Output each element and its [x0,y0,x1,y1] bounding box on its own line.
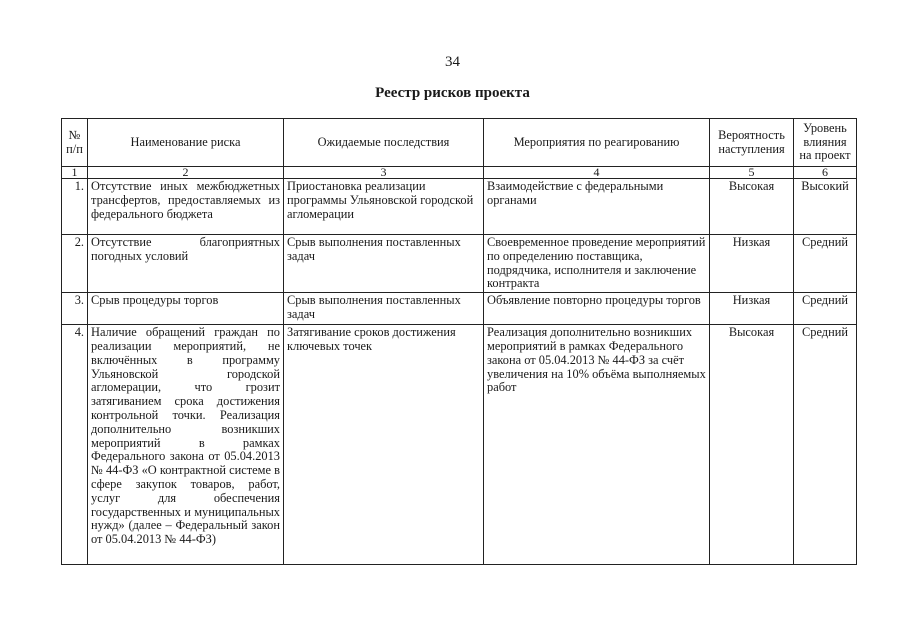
measures-cell: Объявление повторно процедуры торгов [484,293,710,325]
column-number: 4 [484,167,710,179]
table-row [62,293,857,325]
table-row [62,235,857,293]
probability-cell: Низкая [710,235,794,293]
consequences-cell: Затягивание сроков достижения ключевых точек [284,325,484,565]
column-number: 3 [284,167,484,179]
impact-cell: Средний [794,325,857,565]
row-number: 2. [62,235,88,293]
header-impact: Уровень влияния на проект [794,119,857,167]
consequences-cell: Приостановка реализации программы Ульяновской городской агломерации [284,179,484,235]
impact-cell: Средний [794,293,857,325]
risk-name-cell: Срыв процедуры торгов [88,293,284,325]
header-probability: Вероятность наступления [710,119,794,167]
table-header-row [62,119,857,167]
column-number-row [62,167,857,179]
consequences-cell: Срыв выполнения поставленных задач [284,293,484,325]
measures-cell: Реализация дополнительно возникших мероприятий в рамках Федерального закона от 05.04.2013 № 44-ФЗ за счёт увеличения на 10% объёма выполняемых работ [484,325,710,565]
column-number: 2 [88,167,284,179]
impact-cell: Высокий [794,179,857,235]
document-title: Реестр рисков проекта [375,85,530,101]
table-row [62,179,857,235]
probability-cell: Высокая [710,325,794,565]
table-row [62,325,857,565]
risk-name-cell: Наличие обращений граждан по реализации мероприятий, не включённых в программу Ульяновской городской агломерации, что грозит затягиванием срока достижения контрольной точки. Реализация дополнительно возникших мероприятий в рамках Федерального закона от 05.04.2013 № 44-ФЗ «О контрактной системе в сфере закупок товаров, работ, услуг для обеспечения государственных и муниципальных нужд» (далее – Федеральный закон от 05.04.2013 № 44-ФЗ) [88,325,284,565]
header-number: № п/п [62,119,88,167]
measures-cell: Своевременное проведение мероприятий по определению поставщика, подрядчика, исполнителя и заключение контракта [484,235,710,293]
row-number: 4. [62,325,88,565]
risk-register-table [61,118,857,565]
risk-name-cell: Отсутствие благоприятных погодных условий [88,235,284,293]
header-risk-name: Наименование риска [88,119,284,167]
probability-cell: Низкая [710,293,794,325]
page-number: 34 [445,54,460,70]
column-number: 5 [710,167,794,179]
measures-cell: Взаимодействие с федеральными органами [484,179,710,235]
probability-cell: Высокая [710,179,794,235]
column-number: 6 [794,167,857,179]
consequences-cell: Срыв выполнения поставленных задач [284,235,484,293]
risk-name-cell: Отсутствие иных межбюджетных трансфертов, предоставляемых из федерального бюджета [88,179,284,235]
header-measures: Мероприятия по реагированию [484,119,710,167]
row-number: 3. [62,293,88,325]
header-consequences: Ожидаемые последствия [284,119,484,167]
impact-cell: Средний [794,235,857,293]
row-number: 1. [62,179,88,235]
column-number: 1 [62,167,88,179]
